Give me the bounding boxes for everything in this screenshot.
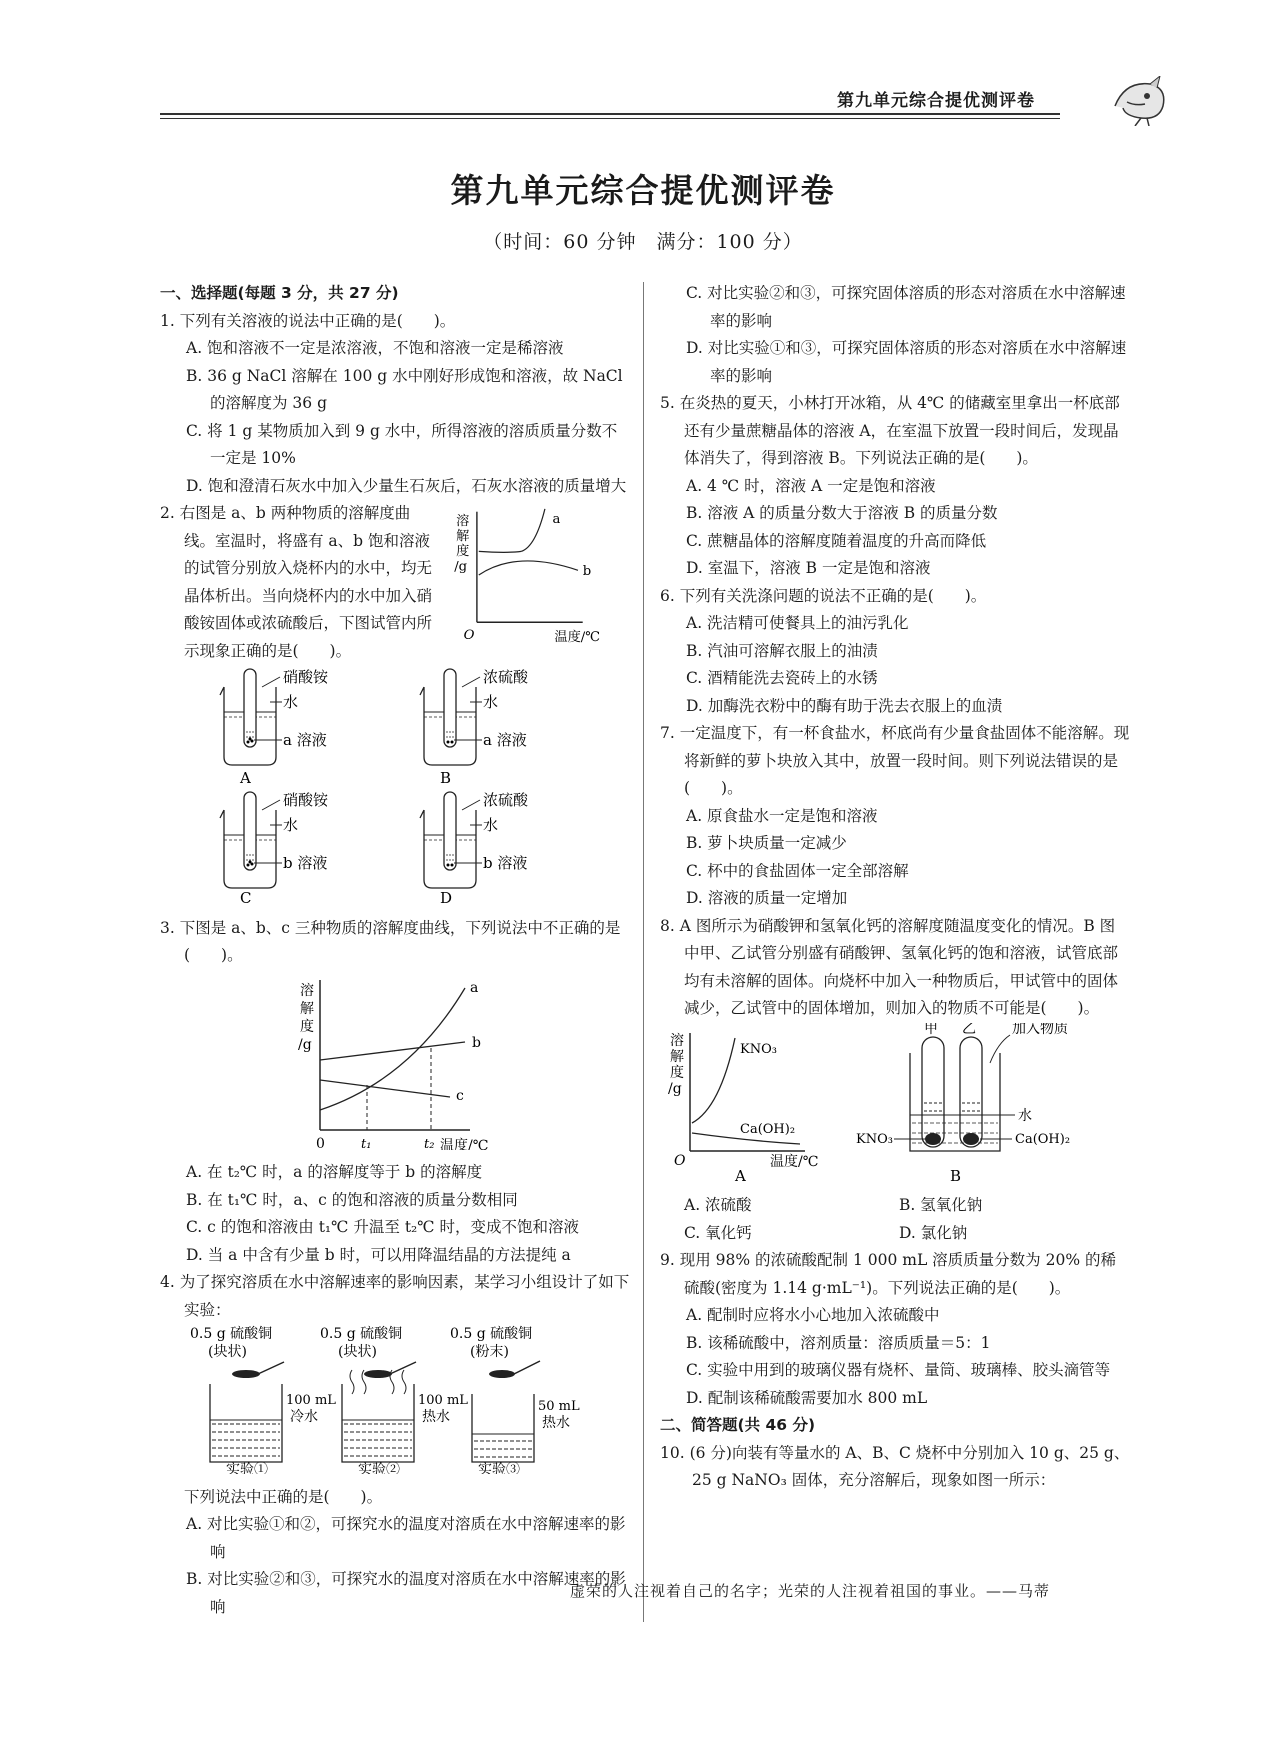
- option: D. 当 a 中含有少量 b 时，可以用降温结晶的方法提纯 a: [186, 1245, 571, 1264]
- curve-label-c: c: [456, 1087, 464, 1104]
- question-stem: 1. 下列有关溶液的说法中正确的是( )。: [160, 311, 456, 330]
- option: C. 将 1 g 某物质加入到 9 g 水中，所得溶液的溶质质量分数不一定是 10%: [186, 421, 618, 467]
- axis-label-y: 解: [670, 1048, 684, 1065]
- beaker-added-label: 浓硫酸: [483, 791, 529, 809]
- option: A. 对比实验①和②，可探究水的温度对溶质在水中溶解速率的影响: [186, 1515, 626, 1561]
- option: C. 杯中的食盐固体一定全部溶解: [686, 861, 909, 880]
- option: A. 洗洁精可使餐具上的油污乳化: [686, 614, 909, 632]
- experiment-solute: 0.5 g 硫酸铜: [190, 1326, 273, 1342]
- option: B. 对比实验②和③，可探究水的温度对溶质在水中溶解速率的影响: [186, 1570, 626, 1616]
- origin-label: O: [674, 1152, 686, 1169]
- axis-label-y: 溶: [670, 1032, 684, 1049]
- curve-label-b: b: [472, 1034, 481, 1051]
- question-stem: 7. 一定温度下，有一杯食盐水，杯底尚有少量食盐固体不能溶解。现将新鲜的萝卜块放入其中，放置一段时间。则下列说法错误的是( )。: [660, 724, 1130, 797]
- option: B. 汽油可溶解衣服上的油渍: [686, 641, 878, 660]
- option: A. 在 t₂℃ 时，a 的溶解度等于 b 的溶解度: [186, 1163, 483, 1181]
- tick-t1: t₁: [361, 1136, 372, 1150]
- beakers-q2: [160, 665, 630, 905]
- experiment-form: (块状): [338, 1344, 377, 1360]
- option: D. 溶液的质量一定增加: [686, 889, 848, 907]
- curve-kno3: [692, 1038, 735, 1123]
- option: B. 在 t₁℃ 时，a、c 的饱和溶液的质量分数相同: [186, 1190, 518, 1209]
- added-substance-label: 加入物质: [1012, 1022, 1068, 1037]
- experiment-water: 50 mL: [538, 1399, 580, 1414]
- axis-label-y: 溶: [456, 513, 470, 529]
- axis-label-y: 度: [300, 1018, 314, 1035]
- question-stem: 2. 右图是 a、b 两种物质的溶解度曲线。室温时，将盛有 a、b 饱和溶液的试管分别放入烧杯内的水中，均无晶体析出。当向烧杯内的水中加入硝酸铵固体或浓硫酸后，下图试管内所示现象正确的是( )。: [160, 504, 433, 660]
- axis-label-y: /g: [298, 1036, 312, 1053]
- beaker-solution-label: b 溶液: [283, 854, 328, 872]
- curve-a: [521, 509, 545, 552]
- question-stem: 3. 下图是 a、b、c 三种物质的溶解度曲线，下列说法中不正确的是( )。: [160, 918, 621, 964]
- figure-letter: A: [735, 1166, 746, 1183]
- question-stem: 4. 为了探究溶质在水中溶解速率的影响因素，某学习小组设计了如下实验：: [160, 1273, 630, 1319]
- axis-label-y: 度: [456, 544, 470, 560]
- question-stem: 9. 现用 98% 的浓硫酸配制 1 000 mL 溶质质量分数为 20% 的稀硫酸(密度为 1.14 g·mL⁻¹)。下列说法正确的是( )。: [660, 1251, 1116, 1297]
- axis-label-x: 温度/℃: [770, 1153, 819, 1170]
- question-stem: 8. A 图所示为硝酸钾和氢氧化钙的溶解度随温度变化的情况。B 图中甲、乙试管分别盛有硝酸钾、氢氧化钙的饱和溶液，试管底部均有未溶解的固体。向烧杯中加入一种物质后，甲试管中的固体减少，乙试管中的固体增加，则加入的物质不可能是( )。: [660, 916, 1119, 1017]
- beaker-solution-label: a 溶液: [483, 731, 527, 749]
- experiment-temp: 热水: [422, 1409, 450, 1425]
- curve-b: [320, 1042, 465, 1060]
- axis-label-y: /g: [668, 1080, 682, 1097]
- origin-label: 0: [316, 1135, 325, 1150]
- option: D. 加酶洗衣粉中的酶有助于洗去衣服上的血渍: [686, 696, 1003, 715]
- option: D. 室温下，溶液 B 一定是饱和溶液: [686, 559, 931, 577]
- curve-a: [320, 988, 465, 1110]
- curve-label-a: a: [552, 512, 561, 528]
- question-stem: 6. 下列有关洗涤问题的说法不正确的是( )。: [660, 586, 987, 605]
- experiment-temp: 冷水: [290, 1409, 318, 1425]
- question-prompt: 下列说法中正确的是( )。: [184, 1487, 383, 1506]
- axis-label-x: 温度/℃: [554, 630, 601, 646]
- beaker-letter: B: [440, 769, 452, 787]
- curve-label-kno3: KNO₃: [740, 1041, 777, 1057]
- option: D. 对比实验①和③，可探究固体溶质的形态对溶质在水中溶解速率的影响: [686, 339, 1127, 385]
- axis-label-y: 解: [456, 529, 470, 545]
- experiment-form: (粉末): [470, 1344, 509, 1360]
- option: C. 对比实验②和③，可探究固体溶质的形态对溶质在水中溶解速率的影响: [686, 284, 1126, 330]
- solubility-graph-q2: [441, 500, 630, 650]
- beaker-added-label: 硝酸铵: [283, 791, 329, 809]
- experiment-label: 实验②: [358, 1462, 400, 1474]
- left-column: [160, 280, 630, 1621]
- option: B. 该稀硫酸中，溶剂质量：溶质质量＝5：1: [686, 1333, 991, 1352]
- axis-label-y: /g: [454, 559, 468, 575]
- option: C. 氧化钙: [684, 1223, 752, 1242]
- curve-c: [320, 1080, 450, 1097]
- experiments-q4: [160, 1324, 630, 1474]
- exam-info: （时间：60 分钟 满分：100 分）: [483, 231, 803, 253]
- water-label: 水: [1018, 1107, 1032, 1124]
- tube-content-left: KNO₃: [856, 1131, 893, 1147]
- header-rule-thin: [160, 118, 1060, 119]
- tube-label-yi: 乙: [962, 1022, 976, 1037]
- experiment-label: 实验①: [226, 1462, 268, 1474]
- question-stem: 10. (6 分)向装有等量水的 A、B、C 烧杯中分别加入 10 g、25 g、25 g NaNO₃ 固体，充分溶解后，现象如图一所示：: [660, 1443, 1130, 1489]
- option: D. 配制该稀硫酸需要加水 800 mL: [686, 1388, 928, 1407]
- beaker-added-label: 硝酸铵: [283, 668, 329, 686]
- experiment-form: (块状): [208, 1344, 247, 1360]
- tube-label-jia: 甲: [924, 1022, 938, 1037]
- curve-label-caoh2: Ca(OH)₂: [740, 1121, 796, 1137]
- option: A. 浓硫酸: [684, 1196, 752, 1214]
- header-rule: [160, 113, 1060, 115]
- experiment-water: 100 mL: [418, 1393, 468, 1408]
- option: C. 蔗糖晶体的溶解度随着温度的升高而降低: [686, 531, 987, 550]
- footer-quote: 虚荣的人注视着自己的名字；光荣的人注视着祖国的事业。——马蒂: [570, 1582, 1051, 1600]
- solubility-graph-q3: [160, 970, 630, 1150]
- beaker-added-label: 浓硫酸: [483, 668, 529, 686]
- experiment-label: 实验③: [478, 1462, 520, 1474]
- beaker-solution-label: b 溶液: [483, 854, 528, 872]
- origin-label: O: [463, 628, 475, 644]
- option: A. 原食盐水一定是饱和溶液: [686, 806, 878, 825]
- question-stem: 5. 在炎热的夏天，小林打开冰箱，从 4℃ 的储藏室里拿出一杯底部还有少量蔗糖晶体的溶液 A，在室温下放置一段时间后，发现晶体消失了，得到溶液 B。下列说法正确的是( )。: [660, 394, 1120, 467]
- option: D. 氯化钠: [899, 1223, 968, 1242]
- mascot-icon: [1105, 76, 1175, 126]
- section-heading: 一、选择题(每题 3 分，共 27 分): [160, 284, 399, 302]
- experiment-solute: 0.5 g 硫酸铜: [450, 1326, 533, 1342]
- curve-label-a: a: [470, 979, 479, 996]
- beaker-letter: C: [240, 889, 252, 905]
- axis-label-y: 解: [300, 1000, 314, 1017]
- option: C. c 的饱和溶液由 t₁℃ 升温至 t₂℃ 时，变成不饱和溶液: [186, 1218, 580, 1236]
- axis-label-y: 溶: [300, 982, 314, 999]
- beaker-water-label: 水: [283, 693, 299, 711]
- option: C. 酒精能洗去瓷砖上的水锈: [686, 669, 878, 687]
- axis-label-y: 度: [670, 1064, 684, 1081]
- beaker-water-label: 水: [283, 816, 299, 834]
- option: C. 实验中用到的玻璃仪器有烧杯、量筒、玻璃棒、胶头滴管等: [686, 1361, 1111, 1379]
- experiment-solute: 0.5 g 硫酸铜: [320, 1326, 403, 1342]
- beaker-letter: D: [440, 889, 453, 905]
- page-title: 第九单元综合提优测评卷: [450, 171, 836, 210]
- option: A. 饱和溶液不一定是浓溶液，不饱和溶液一定是稀溶液: [186, 339, 564, 357]
- beaker-water-label: 水: [483, 693, 499, 711]
- tick-t2: t₂: [424, 1136, 435, 1150]
- section-heading: 二、简答题(共 46 分): [660, 1416, 816, 1434]
- option: A. 配制时应将水小心地加入浓硫酸中: [686, 1306, 940, 1324]
- figure-letter: B: [950, 1166, 962, 1183]
- running-title: 第九单元综合提优测评卷: [837, 91, 1035, 111]
- option: B. 36 g NaCl 溶解在 100 g 水中刚好形成饱和溶液，故 NaCl 的溶解度为 36 g: [186, 366, 623, 412]
- option: B. 萝卜块质量一定减少: [686, 834, 847, 852]
- curve-b: [479, 561, 578, 575]
- figures-q8: [660, 1023, 1130, 1183]
- curve-label-b: b: [582, 564, 592, 579]
- beaker-water-label: 水: [483, 816, 499, 834]
- experiment-temp: 热水: [542, 1415, 570, 1431]
- option: D. 饱和澄清石灰水中加入少量生石灰后，石灰水溶液的质量增大: [186, 476, 627, 495]
- experiment-water: 100 mL: [286, 1393, 336, 1408]
- right-column: [660, 280, 1130, 1495]
- beaker-solution-label: a 溶液: [283, 731, 327, 749]
- option: B. 溶液 A 的质量分数大于溶液 B 的质量分数: [686, 504, 998, 522]
- beaker-letter: A: [240, 769, 251, 787]
- column-divider: [643, 282, 644, 1622]
- axis-label-x: 温度/℃: [440, 1137, 489, 1150]
- option: B. 氢氧化钠: [899, 1196, 983, 1214]
- curve-a: [479, 551, 522, 552]
- tube-content-right: Ca(OH)₂: [1015, 1131, 1071, 1147]
- option: A. 4 ℃ 时，溶液 A 一定是饱和溶液: [686, 476, 936, 495]
